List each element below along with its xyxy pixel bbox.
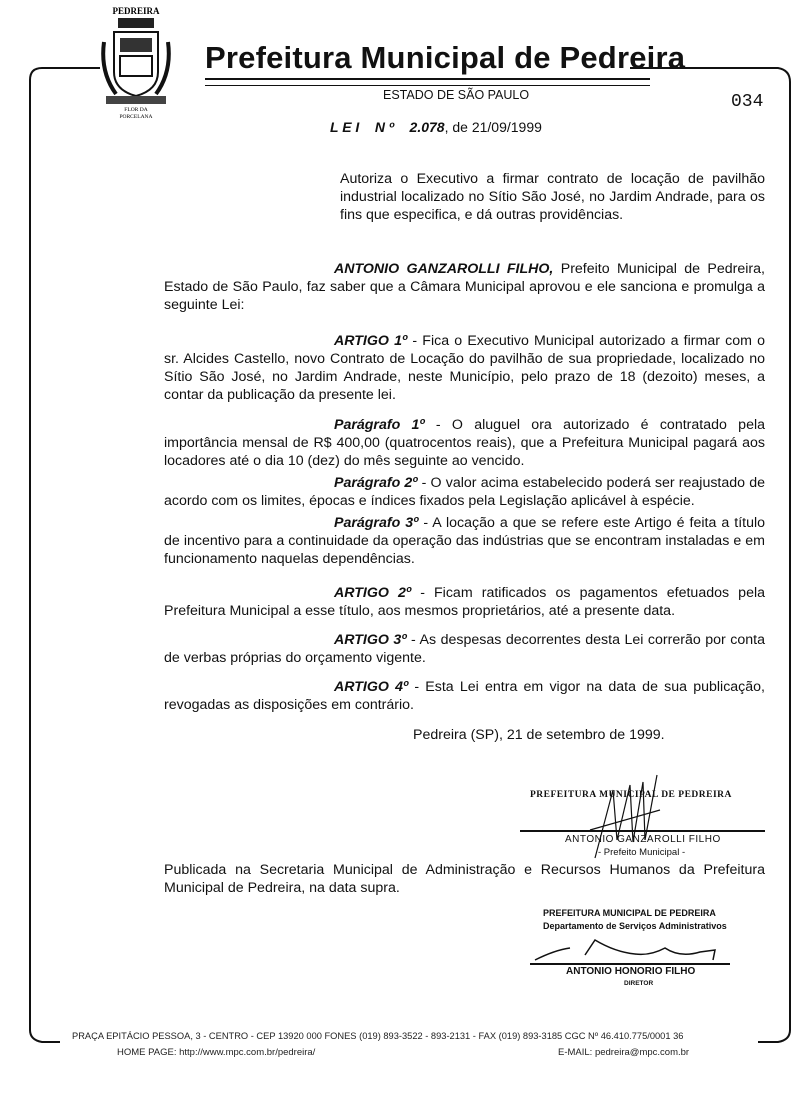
department-stamp-2: Departamento de Serviços Administrativos — [543, 921, 727, 931]
law-summary: Autoriza o Executivo a firmar contrato de locação de pavilhão industrial localizado no Sítio São José, no Jardim Andrade, para os fins que especifica, e dá outras providências. — [340, 171, 765, 223]
article-4 — [164, 678, 765, 714]
law-body — [164, 260, 765, 744]
paragraph-1 — [164, 416, 765, 470]
title-underline — [205, 78, 650, 86]
paragraph-2 — [164, 474, 765, 510]
svg-text:PORCELANA: PORCELANA — [119, 114, 153, 120]
place-date: Pedreira (SP), 21 de setembro de 1999. — [413, 727, 665, 743]
director-role: DIRETOR — [624, 980, 654, 987]
publication-note: Publicada na Secretaria Municipal de Administração e Recursos Humanos da Prefeitura Municipal de Pedreira, na data supra. — [164, 862, 765, 896]
article-label: ARTIGO 1º — [334, 333, 408, 349]
mayor-name-signature: ANTONIO GANZAROLLI FILHO — [565, 834, 721, 845]
footer-address: PRAÇA EPITÁCIO PESSOA, 3 - CENTRO - CEP 13920 000 FONES (019) 893-3522 - 893-2131 - FAX (019) 893-3185 CGC Nº 46.410.775/0001 36 — [72, 1031, 684, 1041]
footer-email: E-MAIL: pedreira@mpc.com.br — [558, 1047, 690, 1058]
article-label: Parágrafo 3º — [334, 515, 419, 531]
article-text: - As despesas decorrentes desta Lei correrão por conta de verbas próprias do orçamento vigente. — [164, 632, 765, 666]
article-text: - O valor acima estabelecido poderá ser reajustado de acordo com os limites, épocas e índices fixados pela Legislação aplicável à espécie. — [164, 475, 765, 509]
article-3 — [164, 631, 765, 667]
intro-text: Prefeito Municipal de Pedreira, Estado de São Paulo, faz saber que a Câmara Municipal aprovou e ele sanciona e promulga a seguinte Lei: — [164, 261, 765, 313]
article-label: ARTIGO 2º — [334, 585, 412, 601]
paragraph-3 — [164, 514, 765, 568]
article-2 — [164, 584, 765, 620]
svg-text:FLOR DA: FLOR DA — [124, 107, 148, 113]
law-number: 2.078 — [409, 119, 445, 135]
intro-paragraph — [164, 260, 765, 314]
law-date: , de 21/09/1999 — [444, 119, 542, 135]
article-text: - O aluguel ora autorizado é contratado pela importância mensal de R$ 400,00 (quatrocentos reais), que a Prefeitura Municipal pagará aos locadores até o dia 10 (dez) do mês seguinte ao vencido. — [164, 417, 765, 469]
director-signature — [515, 930, 735, 970]
article-text: - Ficam ratificados os pagamentos efetuados pela Prefeitura Municipal a esse título, aos mesmos proprietários, até a presente data. — [164, 585, 765, 619]
law-label: L E I N º — [330, 119, 394, 135]
article-label: Parágrafo 2º — [334, 475, 418, 491]
municipal-crest-icon — [96, 2, 176, 122]
article-label: ARTIGO 4º — [334, 679, 409, 695]
article-text: - Esta Lei entra em vigor na data de sua publicação, revogadas as disposições em contrário. — [164, 679, 765, 713]
mayor-name: ANTONIO GANZAROLLI FILHO, — [334, 261, 554, 277]
department-stamp-1: PREFEITURA MUNICIPAL DE PEDREIRA — [543, 908, 716, 918]
law-heading — [330, 119, 542, 135]
svg-text:PEDREIRA: PEDREIRA — [112, 6, 160, 16]
page-title: Prefeitura Municipal de Pedreira — [205, 40, 686, 75]
state-subtitle: ESTADO DE SÃO PAULO — [383, 88, 530, 102]
mayor-stamp: PREFEITURA MUNICIPAL DE PEDREIRA — [530, 790, 732, 800]
article-label: Parágrafo 1º — [334, 417, 425, 433]
article-text: - A locação a que se refere este Artigo é feita a título de incentivo para a continuidade da operação das indústrias que se encontram instaladas e em funcionamento naquelas dependências. — [164, 515, 766, 567]
page-number: 034 — [731, 92, 764, 112]
article-label: ARTIGO 3º — [334, 632, 407, 648]
article-text: - Fica o Executivo Municipal autorizado a firmar com o sr. Alcides Castello, novo Contrato de Locação do pavilhão de sua propriedade, localizado no Sítio São José, no Jardim Andrade, neste Município, pelo prazo de 18 (dezoito) meses, a contar da publicação da presente lei. — [164, 333, 765, 403]
article-1 — [164, 332, 765, 404]
mayor-role: - Prefeito Municipal - — [598, 847, 686, 858]
footer-homepage: HOME PAGE: http://www.mpc.com.br/pedreira/ — [117, 1047, 316, 1058]
director-name: ANTONIO HONORIO FILHO — [566, 966, 696, 977]
